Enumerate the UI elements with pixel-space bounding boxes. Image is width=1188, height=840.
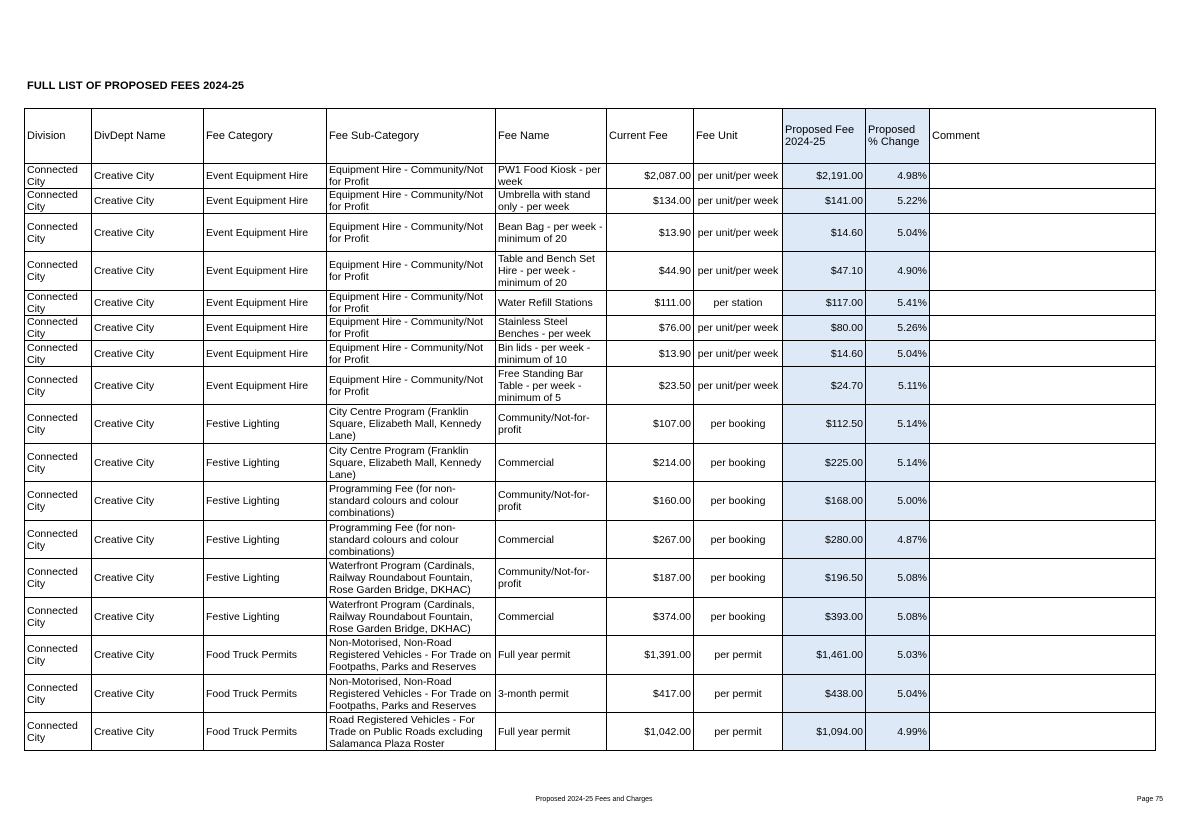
cell-proposed-fee: $393.00 bbox=[783, 598, 866, 636]
cell-proposed-change: 4.99% bbox=[866, 713, 930, 751]
cell-divdept-name: Creative City bbox=[92, 675, 204, 713]
cell-fee-category: Event Equipment Hire bbox=[204, 367, 327, 405]
cell-comment bbox=[930, 559, 1156, 598]
cell-fee-category: Festive Lighting bbox=[204, 521, 327, 559]
header-division: Division bbox=[25, 109, 92, 164]
cell-fee-sub-category: Equipment Hire - Community/Not for Profit bbox=[327, 367, 496, 405]
table-row bbox=[25, 367, 1156, 405]
cell-divdept-name: Creative City bbox=[92, 559, 204, 598]
cell-fee-unit: per unit/per week bbox=[694, 252, 783, 291]
header-divdept-name: DivDept Name bbox=[92, 109, 204, 164]
table-row bbox=[25, 598, 1156, 636]
cell-fee-unit: per unit/per week bbox=[694, 316, 783, 341]
cell-fee-category: Event Equipment Hire bbox=[204, 316, 327, 341]
cell-fee-category: Food Truck Permits bbox=[204, 713, 327, 751]
table-row bbox=[25, 444, 1156, 482]
cell-current-fee: $187.00 bbox=[607, 559, 694, 598]
cell-proposed-fee: $80.00 bbox=[783, 316, 866, 341]
table-row bbox=[25, 214, 1156, 252]
cell-fee-name: Free Standing Bar Table - per week - minimum of 5 bbox=[496, 367, 607, 405]
cell-division: Connected City bbox=[25, 559, 92, 598]
cell-comment bbox=[930, 713, 1156, 751]
cell-fee-category: Festive Lighting bbox=[204, 482, 327, 521]
cell-fee-name: Stainless Steel Benches - per week bbox=[496, 316, 607, 341]
cell-fee-sub-category: Equipment Hire - Community/Not for Profit bbox=[327, 214, 496, 252]
cell-proposed-change: 4.90% bbox=[866, 252, 930, 291]
cell-fee-unit: per unit/per week bbox=[694, 341, 783, 367]
cell-fee-category: Event Equipment Hire bbox=[204, 252, 327, 291]
cell-proposed-change: 5.14% bbox=[866, 405, 930, 444]
cell-proposed-fee: $196.50 bbox=[783, 559, 866, 598]
cell-fee-sub-category: Waterfront Program (Cardinals, Railway Roundabout Fountain, Rose Garden Bridge, DKHAC) bbox=[327, 598, 496, 636]
cell-current-fee: $1,042.00 bbox=[607, 713, 694, 751]
cell-division: Connected City bbox=[25, 675, 92, 713]
cell-fee-name: Bean Bag - per week - minimum of 20 bbox=[496, 214, 607, 252]
header-fee-sub-category: Fee Sub-Category bbox=[327, 109, 496, 164]
cell-comment bbox=[930, 444, 1156, 482]
cell-fee-category: Event Equipment Hire bbox=[204, 291, 327, 316]
cell-divdept-name: Creative City bbox=[92, 189, 204, 214]
cell-proposed-change: 4.98% bbox=[866, 164, 930, 189]
cell-proposed-fee: $225.00 bbox=[783, 444, 866, 482]
cell-divdept-name: Creative City bbox=[92, 164, 204, 189]
cell-proposed-fee: $1,461.00 bbox=[783, 636, 866, 675]
cell-fee-category: Event Equipment Hire bbox=[204, 164, 327, 189]
table-row bbox=[25, 405, 1156, 444]
cell-fee-name: Bin lids - per week - minimum of 10 bbox=[496, 341, 607, 367]
cell-proposed-change: 5.08% bbox=[866, 598, 930, 636]
cell-current-fee: $1,391.00 bbox=[607, 636, 694, 675]
table-row bbox=[25, 521, 1156, 559]
cell-fee-unit: per station bbox=[694, 291, 783, 316]
header-fee-unit: Fee Unit bbox=[694, 109, 783, 164]
cell-comment bbox=[930, 405, 1156, 444]
cell-fee-unit: per unit/per week bbox=[694, 164, 783, 189]
cell-current-fee: $13.90 bbox=[607, 214, 694, 252]
cell-division: Connected City bbox=[25, 598, 92, 636]
cell-proposed-fee: $1,094.00 bbox=[783, 713, 866, 751]
footer-title: Proposed 2024-25 Fees and Charges bbox=[535, 796, 653, 803]
cell-division: Connected City bbox=[25, 341, 92, 367]
cell-fee-sub-category: Non-Motorised, Non-Road Registered Vehicles - For Trade on Footpaths, Parks and Reserves bbox=[327, 675, 496, 713]
cell-fee-sub-category: Road Registered Vehicles - For Trade on Public Roads excluding Salamanca Plaza Roster bbox=[327, 713, 496, 751]
cell-fee-unit: per permit bbox=[694, 713, 783, 751]
cell-comment bbox=[930, 252, 1156, 291]
table-row bbox=[25, 164, 1156, 189]
fees-table bbox=[24, 108, 1156, 751]
cell-divdept-name: Creative City bbox=[92, 214, 204, 252]
cell-comment bbox=[930, 291, 1156, 316]
cell-fee-name: Community/Not-for-profit bbox=[496, 482, 607, 521]
page-number: Page 75 bbox=[1136, 796, 1163, 803]
cell-divdept-name: Creative City bbox=[92, 598, 204, 636]
header-proposed-fee: Proposed Fee 2024-25 bbox=[783, 109, 866, 164]
cell-divdept-name: Creative City bbox=[92, 636, 204, 675]
cell-fee-sub-category: City Centre Program (Franklin Square, Elizabeth Mall, Kennedy Lane) bbox=[327, 405, 496, 444]
cell-current-fee: $214.00 bbox=[607, 444, 694, 482]
cell-division: Connected City bbox=[25, 316, 92, 341]
cell-proposed-change: 5.08% bbox=[866, 559, 930, 598]
table-row bbox=[25, 636, 1156, 675]
cell-comment bbox=[930, 482, 1156, 521]
cell-divdept-name: Creative City bbox=[92, 316, 204, 341]
cell-fee-name: Water Refill Stations bbox=[496, 291, 607, 316]
table-row bbox=[25, 559, 1156, 598]
cell-fee-sub-category: Equipment Hire - Community/Not for Profit bbox=[327, 189, 496, 214]
cell-fee-sub-category: Waterfront Program (Cardinals, Railway Roundabout Fountain, Rose Garden Bridge, DKHAC) bbox=[327, 559, 496, 598]
cell-proposed-change: 5.04% bbox=[866, 675, 930, 713]
cell-current-fee: $13.90 bbox=[607, 341, 694, 367]
cell-current-fee: $44.90 bbox=[607, 252, 694, 291]
cell-fee-category: Festive Lighting bbox=[204, 559, 327, 598]
table-row bbox=[25, 291, 1156, 316]
cell-fee-name: Commercial bbox=[496, 521, 607, 559]
cell-divdept-name: Creative City bbox=[92, 291, 204, 316]
cell-fee-category: Event Equipment Hire bbox=[204, 214, 327, 252]
cell-fee-category: Event Equipment Hire bbox=[204, 341, 327, 367]
header-comment: Comment bbox=[930, 109, 1156, 164]
cell-fee-unit: per unit/per week bbox=[694, 189, 783, 214]
header-proposed-change: Proposed % Change bbox=[866, 109, 930, 164]
cell-division: Connected City bbox=[25, 367, 92, 405]
cell-fee-unit: per permit bbox=[694, 636, 783, 675]
document-title: FULL LIST OF PROPOSED FEES 2024-25 bbox=[27, 80, 245, 92]
cell-division: Connected City bbox=[25, 713, 92, 751]
cell-division: Connected City bbox=[25, 405, 92, 444]
cell-fee-sub-category: Programming Fee (for non-standard colours and colour combinations) bbox=[327, 521, 496, 559]
cell-fee-category: Festive Lighting bbox=[204, 598, 327, 636]
table-row bbox=[25, 189, 1156, 214]
cell-proposed-fee: $168.00 bbox=[783, 482, 866, 521]
cell-divdept-name: Creative City bbox=[92, 367, 204, 405]
cell-division: Connected City bbox=[25, 214, 92, 252]
cell-fee-unit: per booking bbox=[694, 482, 783, 521]
cell-fee-sub-category: Non-Motorised, Non-Road Registered Vehicles - For Trade on Footpaths, Parks and Reserves bbox=[327, 636, 496, 675]
cell-proposed-fee: $280.00 bbox=[783, 521, 866, 559]
cell-division: Connected City bbox=[25, 521, 92, 559]
cell-proposed-change: 5.11% bbox=[866, 367, 930, 405]
cell-current-fee: $111.00 bbox=[607, 291, 694, 316]
table-row bbox=[25, 341, 1156, 367]
cell-fee-category: Food Truck Permits bbox=[204, 675, 327, 713]
cell-divdept-name: Creative City bbox=[92, 521, 204, 559]
cell-divdept-name: Creative City bbox=[92, 482, 204, 521]
cell-fee-category: Event Equipment Hire bbox=[204, 189, 327, 214]
fees-table-body bbox=[25, 164, 1156, 751]
cell-proposed-change: 5.22% bbox=[866, 189, 930, 214]
table-row bbox=[25, 675, 1156, 713]
cell-current-fee: $23.50 bbox=[607, 367, 694, 405]
cell-comment bbox=[930, 189, 1156, 214]
cell-division: Connected City bbox=[25, 482, 92, 521]
cell-comment bbox=[930, 598, 1156, 636]
cell-current-fee: $134.00 bbox=[607, 189, 694, 214]
cell-comment bbox=[930, 164, 1156, 189]
cell-proposed-fee: $24.70 bbox=[783, 367, 866, 405]
cell-fee-unit: per booking bbox=[694, 598, 783, 636]
cell-division: Connected City bbox=[25, 636, 92, 675]
cell-fee-unit: per booking bbox=[694, 444, 783, 482]
cell-current-fee: $107.00 bbox=[607, 405, 694, 444]
cell-division: Connected City bbox=[25, 444, 92, 482]
cell-comment bbox=[930, 367, 1156, 405]
cell-fee-name: Community/Not-for-profit bbox=[496, 559, 607, 598]
header-fee-category: Fee Category bbox=[204, 109, 327, 164]
cell-fee-unit: per booking bbox=[694, 521, 783, 559]
cell-current-fee: $417.00 bbox=[607, 675, 694, 713]
cell-divdept-name: Creative City bbox=[92, 444, 204, 482]
cell-comment bbox=[930, 316, 1156, 341]
cell-proposed-change: 5.26% bbox=[866, 316, 930, 341]
cell-divdept-name: Creative City bbox=[92, 252, 204, 291]
cell-fee-sub-category: Equipment Hire - Community/Not for Profit bbox=[327, 164, 496, 189]
cell-proposed-fee: $117.00 bbox=[783, 291, 866, 316]
cell-proposed-fee: $2,191.00 bbox=[783, 164, 866, 189]
cell-fee-unit: per booking bbox=[694, 559, 783, 598]
cell-fee-unit: per unit/per week bbox=[694, 367, 783, 405]
cell-division: Connected City bbox=[25, 189, 92, 214]
cell-fee-unit: per unit/per week bbox=[694, 214, 783, 252]
cell-fee-name: Full year permit bbox=[496, 713, 607, 751]
cell-current-fee: $374.00 bbox=[607, 598, 694, 636]
cell-division: Connected City bbox=[25, 252, 92, 291]
cell-proposed-change: 4.87% bbox=[866, 521, 930, 559]
cell-proposed-change: 5.41% bbox=[866, 291, 930, 316]
cell-fee-category: Food Truck Permits bbox=[204, 636, 327, 675]
header-fee-name: Fee Name bbox=[496, 109, 607, 164]
cell-fee-sub-category: Programming Fee (for non-standard colours and colour combinations) bbox=[327, 482, 496, 521]
cell-fee-name: Umbrella with stand only - per week bbox=[496, 189, 607, 214]
cell-proposed-change: 5.00% bbox=[866, 482, 930, 521]
cell-fee-sub-category: Equipment Hire - Community/Not for Profit bbox=[327, 252, 496, 291]
cell-comment bbox=[930, 341, 1156, 367]
cell-comment bbox=[930, 214, 1156, 252]
cell-proposed-fee: $438.00 bbox=[783, 675, 866, 713]
cell-current-fee: $76.00 bbox=[607, 316, 694, 341]
cell-fee-unit: per permit bbox=[694, 675, 783, 713]
cell-comment bbox=[930, 521, 1156, 559]
cell-current-fee: $160.00 bbox=[607, 482, 694, 521]
header-current-fee: Current Fee bbox=[607, 109, 694, 164]
cell-comment bbox=[930, 636, 1156, 675]
cell-fee-sub-category: Equipment Hire - Community/Not for Profit bbox=[327, 316, 496, 341]
cell-divdept-name: Creative City bbox=[92, 341, 204, 367]
cell-proposed-change: 5.04% bbox=[866, 341, 930, 367]
cell-fee-name: Commercial bbox=[496, 444, 607, 482]
cell-proposed-fee: $141.00 bbox=[783, 189, 866, 214]
cell-fee-unit: per booking bbox=[694, 405, 783, 444]
cell-divdept-name: Creative City bbox=[92, 713, 204, 751]
cell-fee-name: Community/Not-for-profit bbox=[496, 405, 607, 444]
cell-fee-sub-category: Equipment Hire - Community/Not for Profit bbox=[327, 341, 496, 367]
table-row bbox=[25, 482, 1156, 521]
cell-fee-category: Festive Lighting bbox=[204, 405, 327, 444]
cell-proposed-change: 5.03% bbox=[866, 636, 930, 675]
cell-fee-sub-category: City Centre Program (Franklin Square, Elizabeth Mall, Kennedy Lane) bbox=[327, 444, 496, 482]
cell-proposed-fee: $47.10 bbox=[783, 252, 866, 291]
cell-comment bbox=[930, 675, 1156, 713]
cell-fee-name: Full year permit bbox=[496, 636, 607, 675]
cell-proposed-fee: $112.50 bbox=[783, 405, 866, 444]
cell-division: Connected City bbox=[25, 164, 92, 189]
cell-proposed-change: 5.14% bbox=[866, 444, 930, 482]
cell-current-fee: $267.00 bbox=[607, 521, 694, 559]
table-row bbox=[25, 316, 1156, 341]
cell-divdept-name: Creative City bbox=[92, 405, 204, 444]
cell-proposed-fee: $14.60 bbox=[783, 214, 866, 252]
cell-proposed-fee: $14.60 bbox=[783, 341, 866, 367]
cell-fee-category: Festive Lighting bbox=[204, 444, 327, 482]
cell-proposed-change: 5.04% bbox=[866, 214, 930, 252]
table-row bbox=[25, 252, 1156, 291]
cell-fee-name: Commercial bbox=[496, 598, 607, 636]
cell-fee-sub-category: Equipment Hire - Community/Not for Profit bbox=[327, 291, 496, 316]
table-header-row bbox=[25, 109, 1156, 164]
cell-current-fee: $2,087.00 bbox=[607, 164, 694, 189]
cell-fee-name: PW1 Food Kiosk - per week bbox=[496, 164, 607, 189]
cell-fee-name: 3-month permit bbox=[496, 675, 607, 713]
cell-fee-name: Table and Bench Set Hire - per week - minimum of 20 bbox=[496, 252, 607, 291]
cell-division: Connected City bbox=[25, 291, 92, 316]
table-row bbox=[25, 713, 1156, 751]
